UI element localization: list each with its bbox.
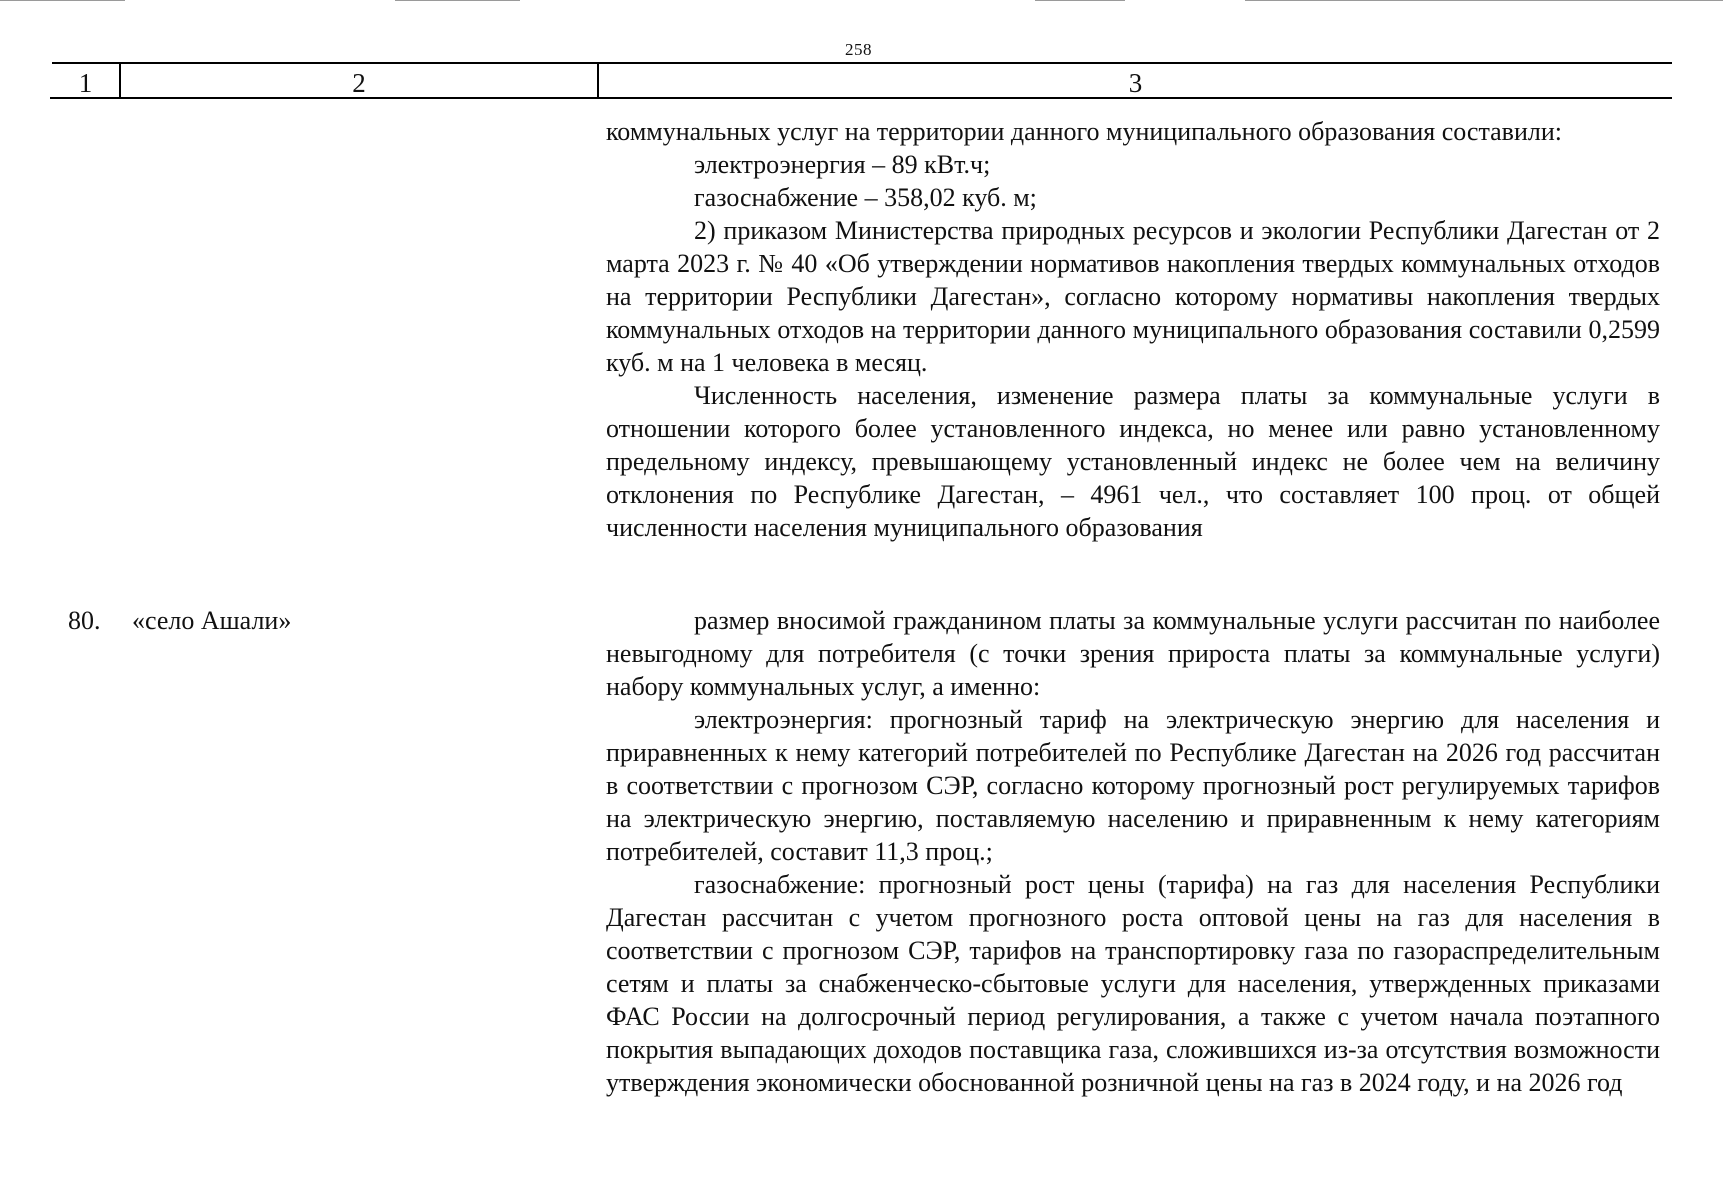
entry-80-text	[606, 604, 1660, 1099]
page-number: 258	[845, 40, 872, 59]
column-header-1: 1	[78, 68, 93, 98]
scan-mark	[1245, 0, 1723, 1]
column-header-3: 3	[1128, 68, 1143, 98]
continued-entry-text	[606, 115, 1660, 544]
paragraph: электроэнергия – 89 кВт.ч;	[694, 150, 991, 179]
entry-number: 80.	[68, 606, 101, 635]
municipality-name: «село Ашали»	[132, 606, 292, 635]
scan-mark	[0, 0, 125, 1]
paragraph: коммунальных услуг на территории данного муниципального образования составили:	[606, 117, 1562, 146]
table-header-top-line	[52, 62, 1672, 64]
scan-mark	[1035, 0, 1125, 1]
paragraph: газоснабжение – 358,02 куб. м;	[694, 183, 1037, 212]
paragraph: Численность населения, изменение размера платы за коммунальные услуги в отношении которого более установленного индекса, но менее или равно установленному предельному индексу, превышающему установленный индекс не более чем на величину отклонения по Республике Дагестан, – 4961 чел., что составляет 100 проц. от общей численности населения муниципального образования	[606, 381, 1660, 542]
paragraph: газоснабжение: прогнозный рост цены (тарифа) на газ для населения Республики Дагестан рассчитан с учетом прогнозного роста оптовой цены на газ для населения в соответствии с прогнозом СЭР, тарифов на транспортировку газа по газораспределительным сетям и платы за снабженческо-сбытовые услуги для населения, утвержденных приказами ФАС России на долгосрочный период регулирования, а также с учетом начала поэтапного покрытия выпадающих доходов поставщика газа, сложившихся из-за отсутствия возможности утверждения экономически обоснованной розничной цены на газ в 2024 году, и на 2026 год	[606, 870, 1660, 1097]
paragraph: 2) приказом Министерства природных ресурсов и экологии Республики Дагестан от 2 марта 2023 г. № 40 «Об утверждении нормативов накопления твердых коммунальных отходов на территории Республики Дагестан», согласно которому нормативы накопления твердых коммунальных отходов на территории данного муниципального образования составили 0,2599 куб. м на 1 человека в месяц.	[606, 216, 1660, 377]
paragraph: размер вносимой гражданином платы за коммунальные услуги рассчитан по наиболее невыгодному для потребителя (с точки зрения прироста платы за коммунальные услуги) набору коммунальных услуг, а именно:	[606, 606, 1660, 701]
scan-mark	[395, 0, 520, 1]
column-header-2: 2	[352, 68, 366, 98]
paragraph: электроэнергия: прогнозный тариф на электрическую энергию для населения и приравненных к нему категорий потребителей по Республике Дагестан на 2026 год рассчитан в соответствии с прогнозом СЭР, согласно которому прогнозный рост регулируемых тарифов на электрическую энергию, поставляемую населению и приравненным к нему категориям потребителей, составит 11,3 проц.;	[606, 705, 1660, 866]
